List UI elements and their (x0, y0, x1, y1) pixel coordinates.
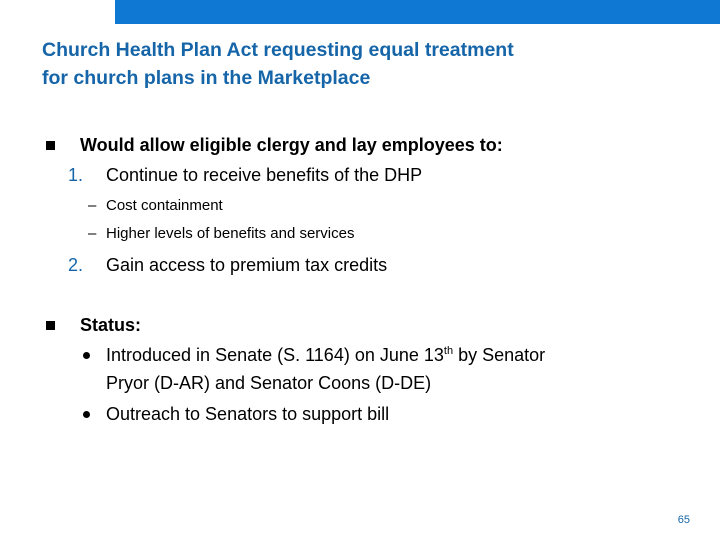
subitem1-text: Cost containment (106, 197, 223, 214)
subitem2-text: Higher levels of benefits and services (106, 225, 355, 242)
bullet-dot-icon (83, 411, 90, 418)
status-bullet1-superscript: th (443, 345, 454, 357)
subitem1-dash: – (88, 197, 97, 214)
slide-title (42, 36, 682, 92)
section1-heading: Would allow eligible clergy and lay employees to: (80, 135, 503, 155)
subitem2-dash: – (88, 225, 97, 242)
title-line-1: Church Health Plan Act requesting equal treatment (42, 39, 514, 61)
item1-text: Continue to receive benefits of the DHP (106, 165, 423, 185)
title-line-2: for church plans in the Marketplace (42, 67, 371, 89)
status-bullet1-text-end: by Senator (453, 345, 546, 365)
item2-number: 2. (68, 255, 84, 275)
item2-text: Gain access to premium tax credits (106, 255, 388, 275)
status-bullet2: Outreach to Senators to support bill (106, 404, 390, 424)
status-bullet1-line2: Pryor (D-AR) and Senator Coons (D-DE) (106, 373, 432, 393)
square-bullet-icon (46, 141, 55, 150)
header-accent-bar (115, 0, 720, 24)
status-bullet1-text: Introduced in Senate (S. 1164) on June 13 (106, 345, 444, 365)
square-bullet-icon (46, 321, 55, 330)
section2-heading: Status: (80, 315, 142, 335)
item1-number: 1. (68, 165, 84, 185)
bullet-dot-icon (83, 352, 90, 359)
status-bullet1-line1 (106, 345, 545, 366)
page-number: 65 (677, 514, 690, 526)
